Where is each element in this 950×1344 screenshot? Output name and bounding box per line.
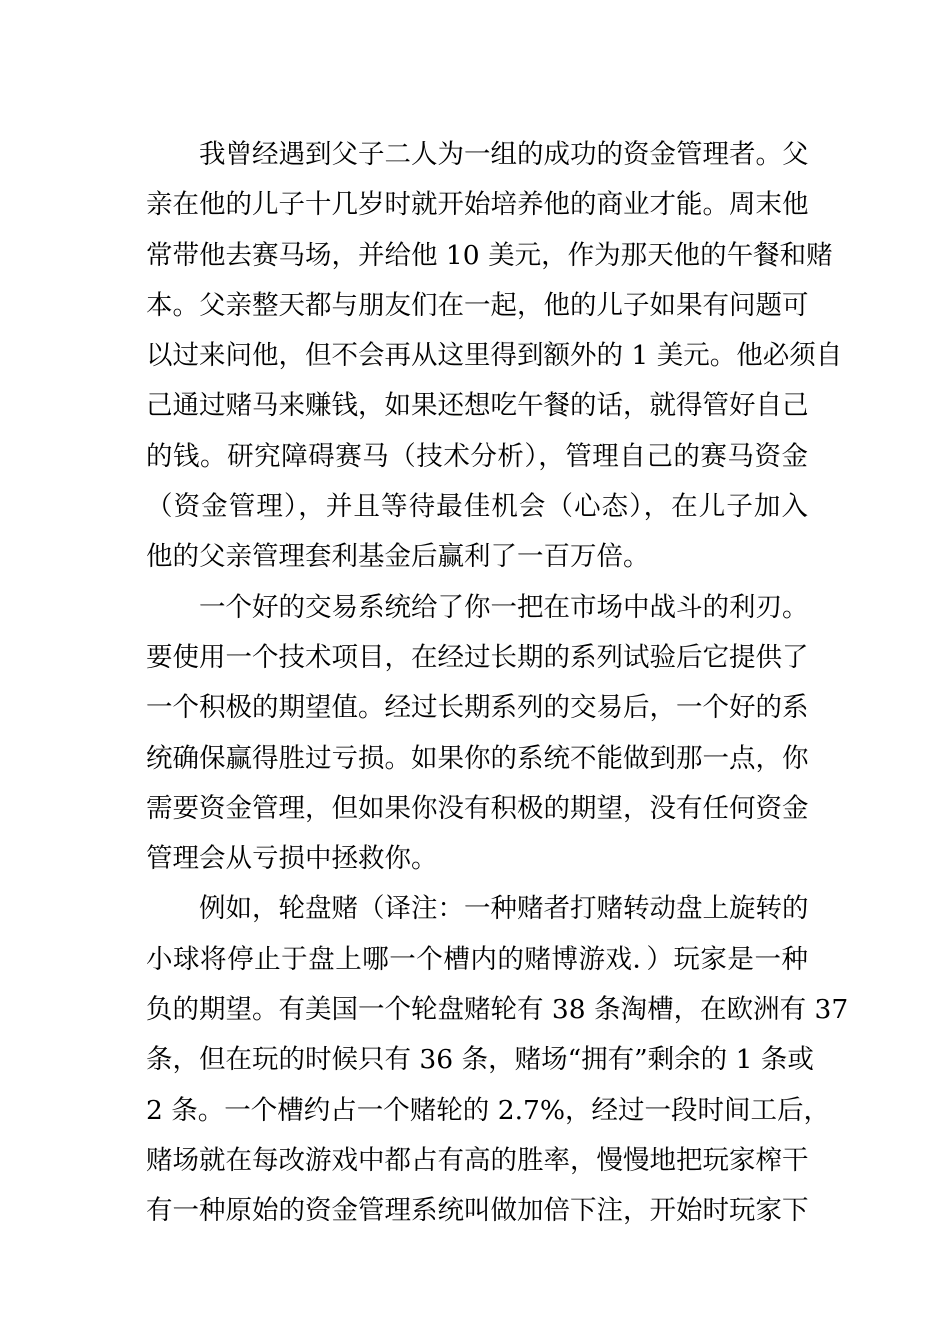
text-line: 以过来问他，但不会再从这里得到额外的 1 美元。他必须自 (146, 340, 843, 372)
text-line: 要使用一个技术项目，在经过长期的系列试验后它提供了 (146, 641, 809, 673)
text-line: 亲在他的儿子十几岁时就开始培养他的商业才能。周末他 (146, 189, 809, 221)
text-line: 一个积极的期望值。经过长期系列的交易后，一个好的系 (146, 692, 809, 724)
text-line: 一个好的交易系统给了你一把在市场中战斗的利刃。 (199, 591, 809, 623)
text-line: 管理会从亏损中拯救你。 (146, 843, 438, 875)
text-line: 需要资金管理，但如果你没有积极的期望，没有任何资金 (146, 792, 809, 824)
text-line: 我曾经遇到父子二人为一组的成功的资金管理者。父 (199, 139, 809, 170)
text-line: 赌场就在每改游戏中都占有高的胜率，慢慢地把玩家榨干 (146, 1144, 809, 1176)
text-line: 己通过赌马来赚钱，如果还想吃午餐的话，就得管好自己 (146, 390, 809, 422)
text-line: 本。父亲整天都与朋友们在一起，他的儿子如果有问题可 (146, 289, 809, 321)
paragraph-1 (146, 130, 843, 583)
text-line: 条，但在玩的时候只有 36 条，赌场“拥有”剩余的 1 条或 (146, 1044, 814, 1076)
text-line: （资金管理），并且等待最佳机会（心态），在儿子加入 (146, 491, 808, 523)
text-line: 负的期望。有美国一个轮盘赌轮有 38 条淘槽，在欧洲有 37 (146, 994, 849, 1026)
text-line: 统确保赢得胜过亏损。如果你的系统不能做到那一点，你 (146, 742, 809, 774)
text-line: 常带他去赛马场，并给他 10 美元，作为那天他的午餐和赌 (146, 239, 833, 271)
paragraph-3 (146, 884, 849, 1236)
text-line: 有一种原始的资金管理系统叫做加倍下注，开始时玩家下 (146, 1195, 809, 1227)
text-line: 例如，轮盘赌（译注：一种赌者打赌转动盘上旋转的 (199, 893, 809, 925)
text-line: 2 条。一个槽约占一个赌轮的 2.7%，经过一段时间工后， (146, 1094, 831, 1126)
body-text (146, 130, 849, 1237)
text-line: 小球将停止于盘上哪一个槽内的赌博游戏．）玩家是一种 (146, 943, 808, 975)
text-line: 他的父亲管理套利基金后赢利了一百万倍。 (146, 541, 650, 573)
text-line: 的钱。研究障碍赛马（技术分析），管理自己的赛马资金 (146, 440, 808, 472)
paragraph-2 (146, 583, 808, 885)
